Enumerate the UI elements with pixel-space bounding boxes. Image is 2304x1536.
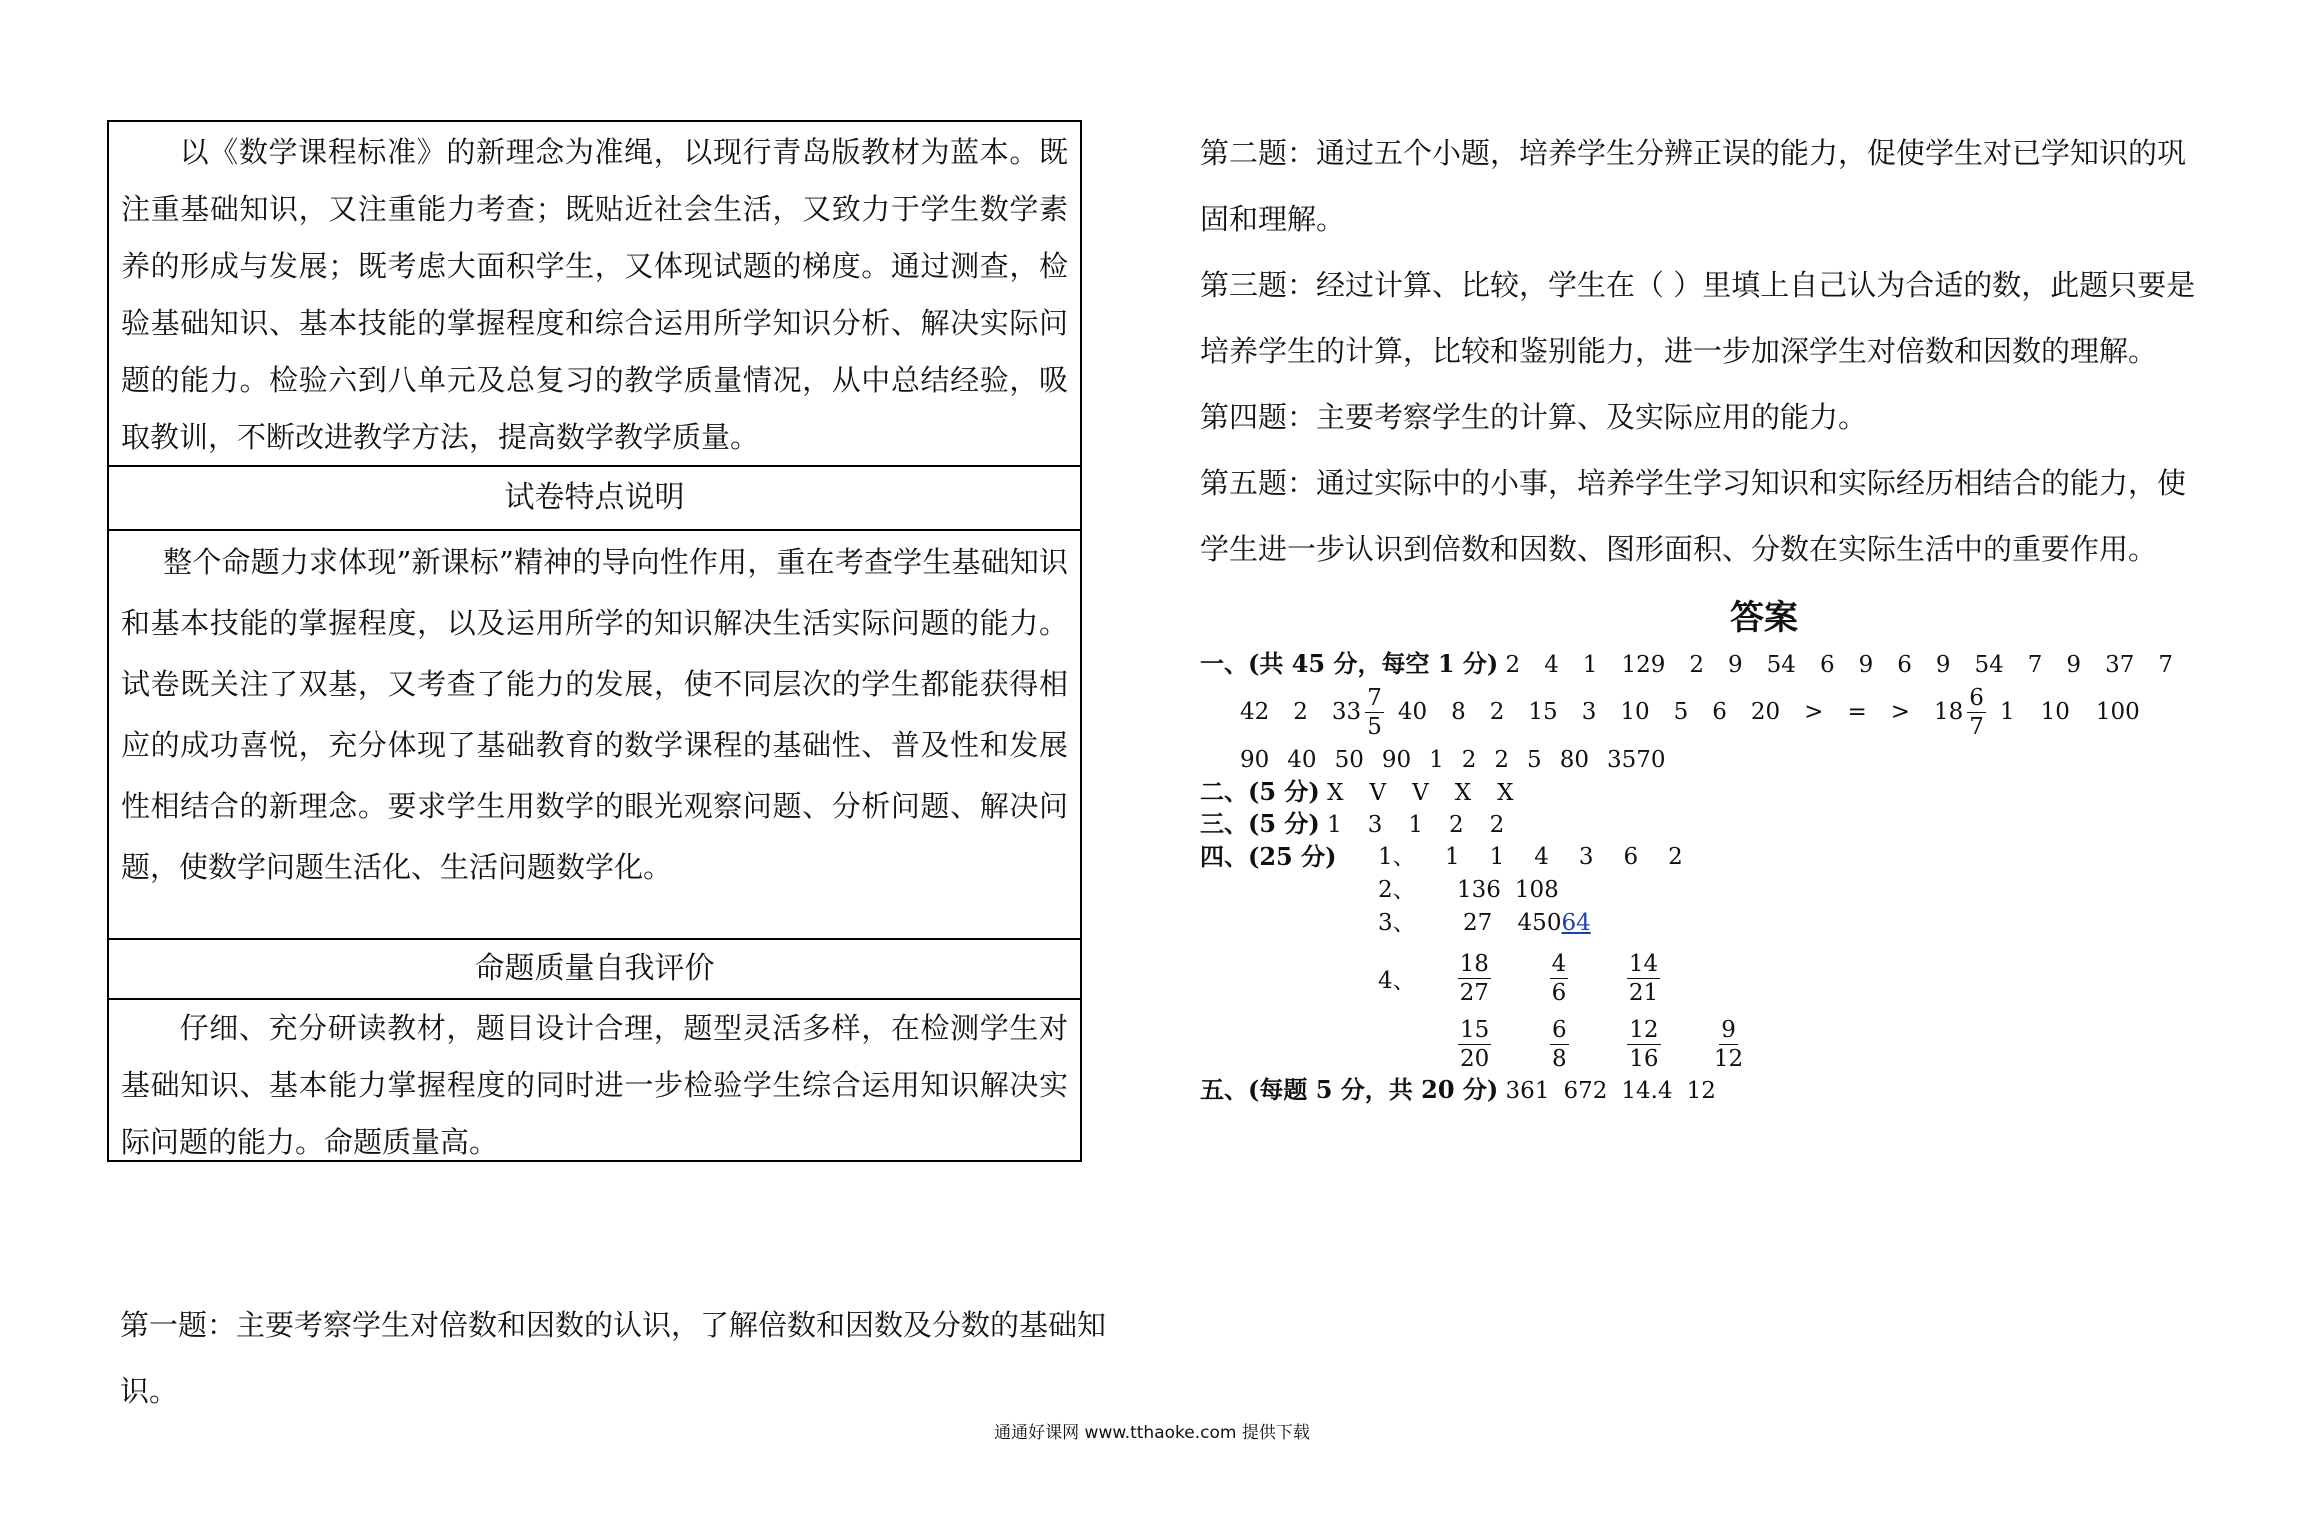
answer-s4-4-fracs-row1 <box>1458 950 1661 1007</box>
features-title: 试卷特点说明 <box>504 480 685 515</box>
answer-fraction <box>1713 1016 1745 1073</box>
answer-s1-row2 <box>1240 682 2140 742</box>
answer-value: 2 <box>1494 747 1510 773</box>
answer-value: 20 <box>1750 699 1781 725</box>
answer-s4-4-label: 4、 <box>1378 967 1416 994</box>
answer-s4-2 <box>1378 874 1559 906</box>
q4-line1: 第四题：主要考察学生的计算、及实际应用的能力。 <box>1200 400 1868 434</box>
answer-value: 9 <box>2066 652 2082 678</box>
answer-value: 136 <box>1456 877 1501 903</box>
answer-value: 2 <box>1461 747 1477 773</box>
answer-fraction <box>1458 950 1491 1007</box>
answer-s4-3-label: 3、 <box>1378 910 1416 936</box>
info-table <box>107 120 1082 1162</box>
answer-value: 1 <box>1327 812 1342 838</box>
fraction-numerator: 6 <box>1551 1016 1567 1043</box>
answer-s1-row1 <box>1200 647 2173 682</box>
fraction-numerator: 18 <box>1459 950 1489 977</box>
answer-s3 <box>1200 808 1504 841</box>
answer-value: 54 <box>1974 652 2004 678</box>
answer-fraction <box>1627 1016 1660 1073</box>
fraction-denominator: 7 <box>1969 713 1984 740</box>
answer-s2 <box>1200 776 1513 809</box>
fraction-denominator: 21 <box>1628 979 1659 1006</box>
answer-value: 54 <box>1766 652 1796 678</box>
answer-value: X <box>1454 780 1472 806</box>
answer-s4-4-row1 <box>1378 948 1660 1008</box>
answer-value: 6 <box>1623 844 1639 870</box>
self-eval-title: 命题质量自我评价 <box>474 951 715 986</box>
answer-value: 90 <box>1240 747 1270 773</box>
self-eval-cell <box>109 1000 1080 1171</box>
answer-s5 <box>1200 1074 1716 1107</box>
answer-s4-3-link[interactable]: 64 <box>1561 910 1591 936</box>
answer-fraction <box>1458 1016 1491 1073</box>
answer-value: 5 <box>1673 699 1689 725</box>
answer-value: 2 <box>1449 812 1464 838</box>
features-cell <box>109 532 1080 898</box>
answer-s4-4-fracs-row2 <box>1458 1014 1745 1074</box>
answer-s3-values <box>1327 812 1504 838</box>
answer-value: 7 <box>2158 652 2173 678</box>
answer-s4-2-values <box>1457 877 1559 903</box>
answer-value: 50 <box>1334 747 1364 773</box>
answer-s4-label: 四、(25 分) <box>1200 842 1337 871</box>
fraction-denominator: 5 <box>1367 713 1382 740</box>
answer-value: > <box>1890 699 1911 725</box>
answer-value: 108 <box>1514 877 1559 903</box>
q1-line1: 第一题：主要考察学生对倍数和因数的认识，了解倍数和因数及分数的基础知 <box>120 1308 1107 1342</box>
answer-s4-1 <box>1378 841 1683 873</box>
answer-value: 9 <box>1728 652 1743 678</box>
answer-s5-values <box>1506 1078 1716 1104</box>
answer-value: 672 <box>1563 1078 1608 1104</box>
answer-value: 2 <box>1505 652 1521 678</box>
answer-value: 18 <box>1934 699 1964 725</box>
self-eval-text <box>109 1000 1080 1171</box>
q3-line2: 培养学生的计算，比较和鉴别能力，进一步加深学生对倍数和因数的理解。 <box>1200 334 2158 368</box>
answer-value: 2 <box>1668 844 1683 870</box>
answer-fraction <box>1365 684 1384 741</box>
answer-s4-3-a: 27 <box>1462 910 1493 936</box>
fraction-denominator: 6 <box>1551 979 1567 1006</box>
answer-s2-values <box>1327 780 1513 806</box>
answer-s4-3-b: 450 <box>1517 910 1562 936</box>
answer-fraction <box>1543 1016 1575 1073</box>
answer-value: 1 <box>1429 747 1444 773</box>
answer-value: 15 <box>1528 699 1558 725</box>
answer-value: 6 <box>1819 652 1835 678</box>
fraction-denominator: 12 <box>1713 1045 1744 1072</box>
fraction-numerator: 6 <box>1969 684 1984 711</box>
answer-s4-3 <box>1378 907 1591 939</box>
answer-value: 361 <box>1505 1078 1550 1104</box>
answer-s4-1-values <box>1445 844 1683 870</box>
answer-s1-row2-c <box>2000 699 2140 725</box>
features-text <box>109 532 1080 898</box>
q2-line1: 第二题：通过五个小题，培养学生分辨正误的能力，促使学生对已学知识的巩 <box>1200 136 2187 170</box>
answer-value: 2 <box>1689 652 1705 678</box>
intro-cell <box>109 124 1080 466</box>
answer-value: 100 <box>2095 699 2140 725</box>
answer-value: 4 <box>1544 652 1559 678</box>
answer-value: 12 <box>1686 1078 1716 1104</box>
answer-s1-row2-b <box>1398 699 1963 725</box>
answer-value: 1 <box>1582 652 1598 678</box>
answer-value: 2 <box>1489 812 1505 838</box>
intro-text <box>109 124 1080 466</box>
answer-value: 9 <box>1858 652 1874 678</box>
answer-s1-label: 一、(共 45 分，每空 1 分) <box>1200 649 1499 678</box>
fraction-numerator: 14 <box>1628 950 1659 977</box>
answer-value: 8 <box>1451 699 1466 725</box>
question-notes <box>1200 120 2220 582</box>
features-text-content: 整个命题力求体现”新课标”精神的导向性作用，重在考查学生基础知识和基本技能的掌握程度，以及运用所学的知识解决生活实际问题的能力。试卷既关注了双基，又考查了能力的发展，使不同层次的学生都能获得相应的成功喜悦，充分体现了基础教育的数学课程的基础性、普及性和发展性相结合的新理念。要求学生用数学的眼光观察问题、分析问题、解决问题，使数学问题生活化、生活问题数学化。 <box>121 545 1068 884</box>
q5-line2: 学生进一步认识到倍数和因数、图形面积、分数在实际生活中的重要作用。 <box>1200 532 2158 566</box>
fraction-numerator: 9 <box>1721 1016 1736 1043</box>
answer-value: 14.4 <box>1621 1078 1673 1104</box>
answer-value: 7 <box>2027 652 2043 678</box>
answer-s1-row2-a <box>1240 699 1361 725</box>
answer-s4-label-row <box>1200 841 1336 874</box>
answer-s2-label: 二、(5 分) <box>1200 777 1320 806</box>
q3-line1: 第三题：经过计算、比较，学生在（ ）里填上自己认为合适的数，此题只要是 <box>1200 268 2196 302</box>
answer-value: 3570 <box>1606 747 1666 773</box>
answer-s5-label: 五、(每题 5 分，共 20 分) <box>1200 1075 1499 1104</box>
answer-value: V <box>1369 780 1387 806</box>
answer-value: 90 <box>1381 747 1412 773</box>
fraction-denominator: 8 <box>1551 1045 1567 1072</box>
answer-value: 9 <box>1935 652 1951 678</box>
answer-fraction <box>1543 950 1575 1007</box>
answer-value: 33 <box>1331 699 1362 725</box>
fraction-numerator: 12 <box>1629 1016 1659 1043</box>
answer-value: 40 <box>1397 699 1428 725</box>
fraction-numerator: 7 <box>1367 684 1382 711</box>
answer-value: 3 <box>1367 812 1383 838</box>
answer-s1-row3 <box>1240 743 1666 777</box>
answer-fraction <box>1627 950 1660 1007</box>
answer-value: 10 <box>2040 699 2070 725</box>
fraction-denominator: 16 <box>1629 1045 1659 1072</box>
answer-value: 10 <box>1620 699 1650 725</box>
answer-value: 6 <box>1897 652 1912 678</box>
answer-value: 80 <box>1559 747 1589 773</box>
answer-value: 1 <box>1444 844 1460 870</box>
answer-value: 129 <box>1621 652 1666 678</box>
self-eval-text-content: 仔细、充分研读教材，题目设计合理，题型灵活多样，在检测学生对基础知识、基本能力掌握程度的同时进一步检验学生综合运用知识解决实际问题的能力。命题质量高。 <box>121 1011 1068 1159</box>
fraction-numerator: 15 <box>1460 1016 1490 1043</box>
answer-value: 1 <box>1999 699 2015 725</box>
q2-line2: 固和理解。 <box>1200 202 1346 236</box>
fraction-denominator: 27 <box>1459 979 1489 1006</box>
intro-text-content: 以《数学课程标准》的新理念为准绳，以现行青岛版教材为蓝本。既注重基础知识，又注重能力考查；既贴近社会生活，又致力于学生数学素养的形成与发展；既考虑大面积学生，又体现试题的梯度。通过测查，检验基础知识、基本技能的掌握程度和综合运用所学知识分析、解决实际问题的能力。检验六到八单元及总复习的教学质量情况，从中总结经验，吸取教训，不断改进教学方法，提高数学教学质量。 <box>121 135 1068 454</box>
answer-value: 2 <box>1489 699 1505 725</box>
answer-value: > <box>1804 699 1824 725</box>
fraction-numerator: 4 <box>1551 950 1567 977</box>
fraction-denominator: 20 <box>1460 1045 1490 1072</box>
answer-s4-1-label: 1、 <box>1378 844 1416 870</box>
answer-value: 42 <box>1240 699 1270 725</box>
q5-line1: 第五题：通过实际中的小事，培养学生学习知识和实际经历相结合的能力，使 <box>1200 466 2187 500</box>
answer-value: 5 <box>1527 747 1542 773</box>
answer-value: 3 <box>1581 699 1597 725</box>
answer-fraction <box>1967 684 1986 741</box>
answer-s4-2-label: 2、 <box>1378 877 1416 903</box>
footer-text: 通通好课网 www.tthaoke.com 提供下载 <box>994 1423 1310 1443</box>
answer-value: V <box>1412 780 1429 806</box>
answer-value: X <box>1497 780 1514 806</box>
q1-line2: 识。 <box>120 1374 179 1408</box>
answer-value: 2 <box>1293 699 1308 725</box>
answer-value: = <box>1847 699 1867 725</box>
answer-value: 6 <box>1712 699 1727 725</box>
answer-value: 37 <box>2105 652 2135 678</box>
answer-value: 1 <box>1489 844 1505 870</box>
answer-value: 3 <box>1578 844 1594 870</box>
answer-s3-label: 三、(5 分) <box>1200 809 1320 838</box>
answers-title: 答案 <box>1730 598 1798 638</box>
answer-s1-row1-values <box>1506 652 2173 678</box>
table-divider <box>109 529 1080 531</box>
answer-value: 40 <box>1287 747 1317 773</box>
answer-value: 1 <box>1408 812 1423 838</box>
answer-value: X <box>1327 780 1344 806</box>
answer-value: 4 <box>1534 844 1549 870</box>
